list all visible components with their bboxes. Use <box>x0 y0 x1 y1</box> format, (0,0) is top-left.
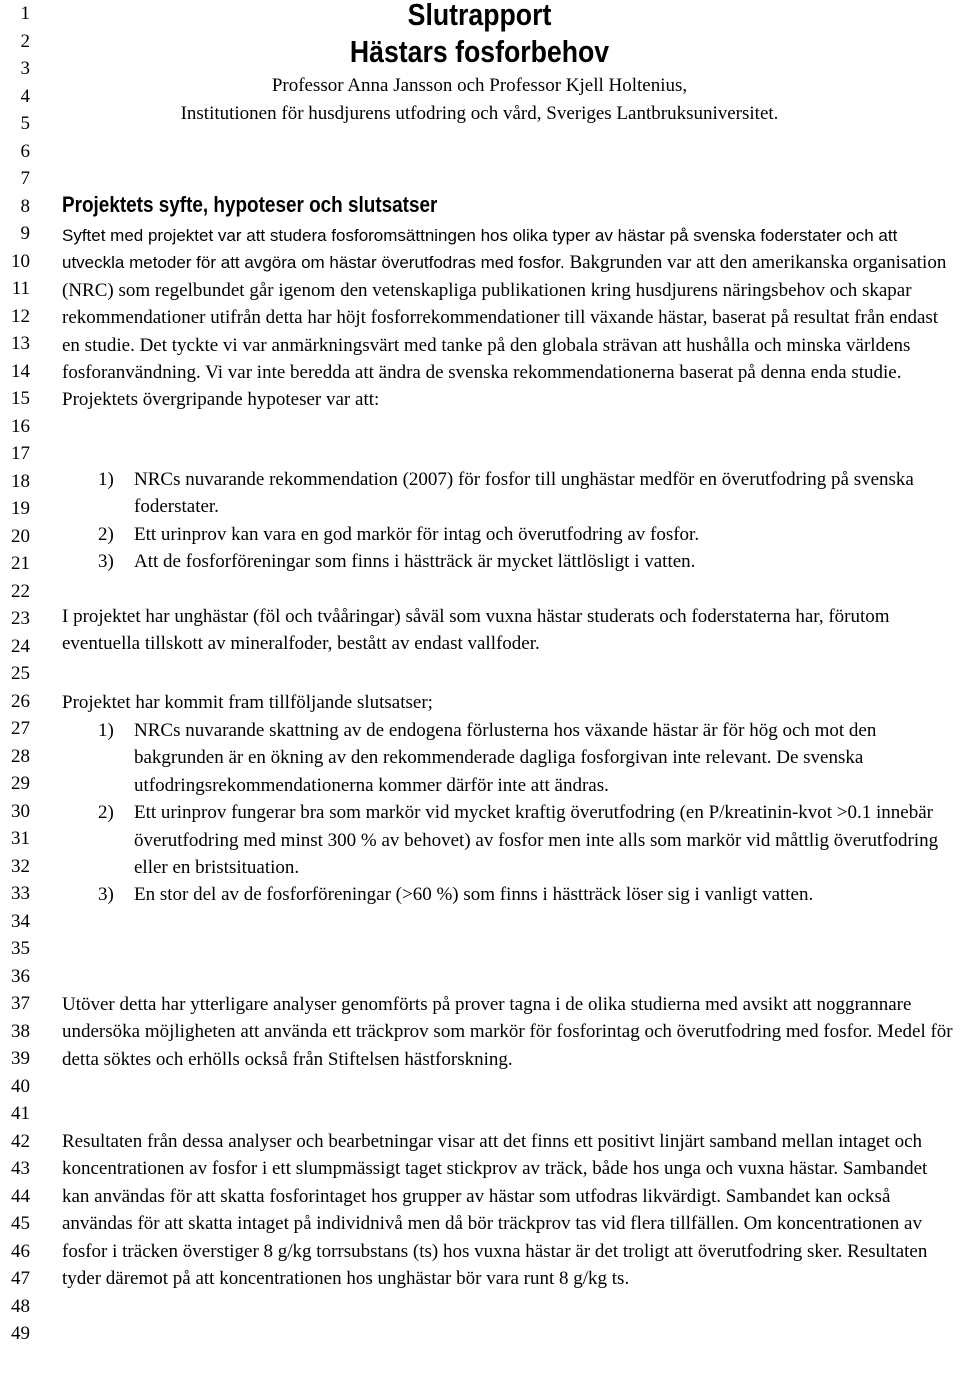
line-number: 2 <box>20 30 30 52</box>
list-text: Ett urinprov fungerar bra som markör vid mycket kraftig överutfodring (en P/kreatinin-kvot >0.1 innebär överutfodring med minst 300 % av behovet) av fosfor men inte alls som markör vid måttlig överutfodring eller en bristsituation. <box>134 802 939 879</box>
line-number: 46 <box>11 1240 30 1262</box>
list-number: 1) <box>98 720 114 741</box>
line-number: 19 <box>11 498 30 519</box>
line-number: 5 <box>20 113 30 134</box>
line-number: 45 <box>11 1213 30 1234</box>
line-number: 44 <box>11 1185 30 1207</box>
report-subtitle: Hästars fosforbehov <box>349 34 610 69</box>
line-number: 36 <box>11 965 30 987</box>
line-number: 38 <box>11 1020 30 1042</box>
list-item <box>98 548 958 575</box>
affiliation: Institutionen för husdjurens utfodring och vård, Sveriges Lantbruksuniversitet. <box>180 103 779 124</box>
line-number: 35 <box>11 938 30 959</box>
line-number: 43 <box>11 1158 30 1179</box>
intro-sans-text: Syftet med projektet var att studera fosforomsättningen hos olika typer av hästar på svenska foderstater och att utveckla metoder för att avgöra om hästar överutfodras med fosfor. <box>62 226 898 273</box>
line-number: 49 <box>11 1323 30 1344</box>
line-number: 13 <box>11 333 30 354</box>
line-number: 14 <box>11 360 30 382</box>
line-number: 31 <box>11 828 30 849</box>
line-number: 22 <box>11 580 30 602</box>
line-number: 32 <box>11 855 30 877</box>
list-number: 2) <box>98 802 114 824</box>
intro-paragraph <box>62 222 957 414</box>
list-item <box>98 717 958 799</box>
line-number: 7 <box>20 168 30 189</box>
list-text: Ett urinprov kan vara en god markör för intag och överutfodring av fosfor. <box>134 523 700 545</box>
conclusions-intro: Projektet har kommit fram tillföljande slutsatser; <box>62 692 433 713</box>
line-number: 8 <box>20 195 30 217</box>
list-text: En stor del av de fosforföreningar (>60 %) som finns i hästträck löser sig i vanligt vatten. <box>134 884 814 906</box>
line-number: 6 <box>20 140 30 162</box>
line-number: 28 <box>11 745 30 767</box>
list-item <box>98 521 958 548</box>
list-number: 2) <box>98 523 114 545</box>
line-number: 20 <box>11 525 30 547</box>
results-paragraph: Resultaten från dessa analyser och bearbetningar visar att det finns ett positivt linjärt samband mellan intaget och koncentrationen av fosfor i ett slumpmässigt taget stickprov av träck, både hos unga och vuxna hästar. Sambandet kan användas för att skatta fosforintaget hos grupper av hästar som utfodras likvärdigt. Sambandet kan också användas för att skatta intaget på individnivå men då bör träckprov tas vid flera tillfällen. Om koncentrationen av fosfor i träcken överstiger 8 g/kg torrsubstans (ts) hos vuxna hästar är det troligt att överutfodring sker. Resultaten tyder däremot på att koncentrationen hos unghästar bör vara runt 8 g/kg ts. <box>62 1131 928 1290</box>
line-number: 11 <box>11 278 30 299</box>
list-number: 3) <box>98 884 114 906</box>
line-number: 29 <box>11 773 30 794</box>
line-number: 33 <box>11 883 30 904</box>
line-number: 48 <box>11 1295 30 1317</box>
list-item <box>98 466 958 521</box>
hypotheses-list <box>98 466 958 576</box>
list-number: 1) <box>98 469 114 490</box>
line-number: 40 <box>11 1075 30 1097</box>
line-number: 15 <box>11 388 30 409</box>
line-number: 16 <box>11 415 30 437</box>
line-number: 1 <box>20 3 30 24</box>
intro-serif-text: Bakgrunden var att den amerikanska organisation (NRC) som regelbundet går igenom den vetenskapliga publikationen kring husdjurens näringsbehov och skapar rekommendationer utifrån detta har höjt fosforrekommendationer till växande hästar, baserat på resultat från endast en studie. Det tyckte vi var anmärkningsvärt med tanke på den globala strävan att hushålla och minska världens fosforanvändning. Vi var inte beredda att ändra de svenska rekommendationerna baserat på denna enda studie. Projektets övergripande hypoteser var att: <box>62 252 947 411</box>
line-number: 34 <box>11 910 30 932</box>
line-number: 39 <box>11 1048 30 1069</box>
authors: Professor Anna Jansson och Professor Kjell Holtenius, <box>271 75 688 96</box>
line-number: 41 <box>11 1103 30 1124</box>
line-number: 25 <box>11 663 30 684</box>
report-title: Slutrapport <box>407 0 552 32</box>
line-number: 30 <box>11 800 30 822</box>
list-item <box>98 799 958 881</box>
line-number: 3 <box>20 58 30 79</box>
line-number: 4 <box>20 85 30 107</box>
line-number: 9 <box>20 223 30 244</box>
line-number: 12 <box>11 305 30 327</box>
line-number: 18 <box>11 470 30 492</box>
line-number: 42 <box>11 1130 30 1152</box>
list-text: NRCs nuvarande rekommendation (2007) för fosfor till unghästar medför en överutfodring på svenska foderstater. <box>134 469 914 518</box>
section-heading: Projektets syfte, hypoteser och slutsatser <box>62 192 438 217</box>
line-number: 21 <box>11 553 30 574</box>
animals-paragraph: I projektet har unghästar (föl och tvååringar) såväl som vuxna hästar studerats och foderstaterna har, förutom eventuella tillskott av mineralfoder, bestått av endast vallfoder. <box>62 606 890 655</box>
line-number: 47 <box>11 1268 30 1289</box>
line-number: 24 <box>11 635 30 657</box>
line-number: 17 <box>11 443 30 464</box>
list-text: Att de fosforföreningar som finns i hästträck är mycket lättlösligt i vatten. <box>134 551 696 573</box>
list-text: NRCs nuvarande skattning av de endogena förlusterna hos växande hästar är för hög och mot den bakgrunden är en ökning av den rekommenderade dagliga fosforgivan inte relevant. De svenska utfodringsrekommendationerna kommer därför inte att ändras. <box>134 720 877 796</box>
list-number: 3) <box>98 551 114 573</box>
line-number: 27 <box>11 718 30 739</box>
list-item <box>98 881 958 908</box>
line-number: 37 <box>11 993 30 1014</box>
line-number: 26 <box>11 690 30 712</box>
line-number: 10 <box>11 250 30 272</box>
conclusions-list <box>98 717 958 909</box>
further-analyses-paragraph: Utöver detta har ytterligare analyser genomförts på prover tagna i de olika studierna med avsikt att noggrannare undersöka möjligheten att använda ett träckprov som markör för fosforintag och överutfodring med fosfor. Medel för detta söktes och erhölls också från Stiftelsen hästforskning. <box>62 994 953 1070</box>
line-number: 23 <box>11 608 30 629</box>
